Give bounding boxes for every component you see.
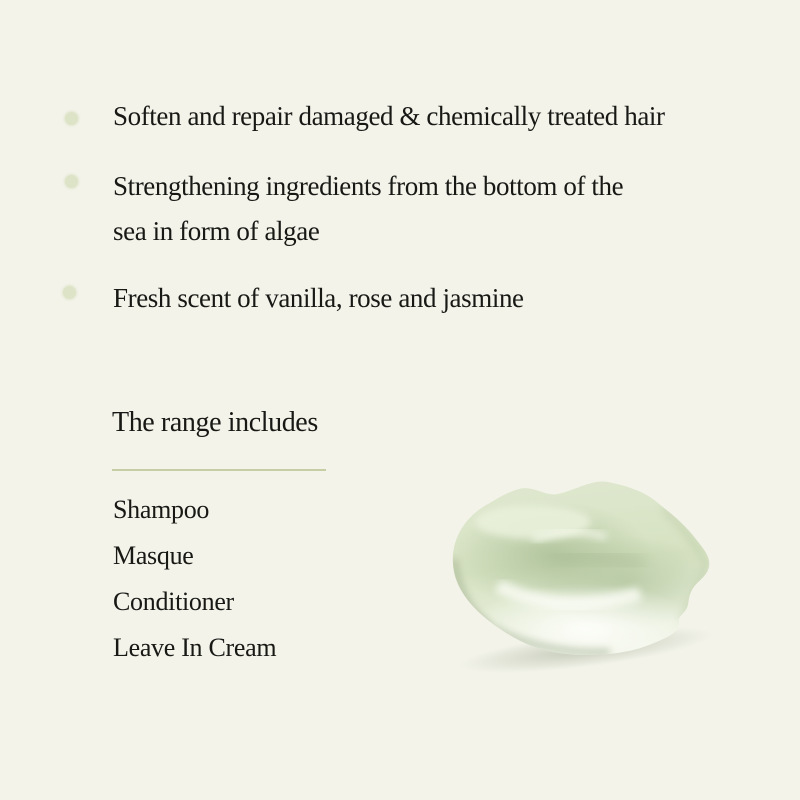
range-item: Shampoo: [113, 495, 210, 524]
cream-swatch-image: [438, 464, 728, 674]
benefit-text: sea in form of algae: [113, 216, 320, 246]
benefit-item: [113, 164, 623, 254]
benefit-text: Fresh scent of vanilla, rose and jasmine: [113, 283, 524, 313]
range-item: Leave In Cream: [113, 633, 277, 662]
benefit-item: [113, 276, 524, 321]
bullet-dot-icon: [65, 112, 78, 125]
range-list: [113, 495, 276, 679]
benefit-text: Soften and repair damaged & chemically treated hair: [113, 101, 665, 131]
range-item: Conditioner: [113, 587, 234, 616]
range-item: Masque: [113, 541, 194, 570]
bullet-dot-icon: [65, 175, 78, 188]
bullet-dot-icon: [63, 286, 76, 299]
heading-underline: [112, 469, 326, 471]
range-heading: The range includes: [112, 407, 318, 438]
benefit-text: Strengthening ingredients from the bottom of the: [113, 171, 624, 201]
benefit-item: [113, 94, 665, 139]
